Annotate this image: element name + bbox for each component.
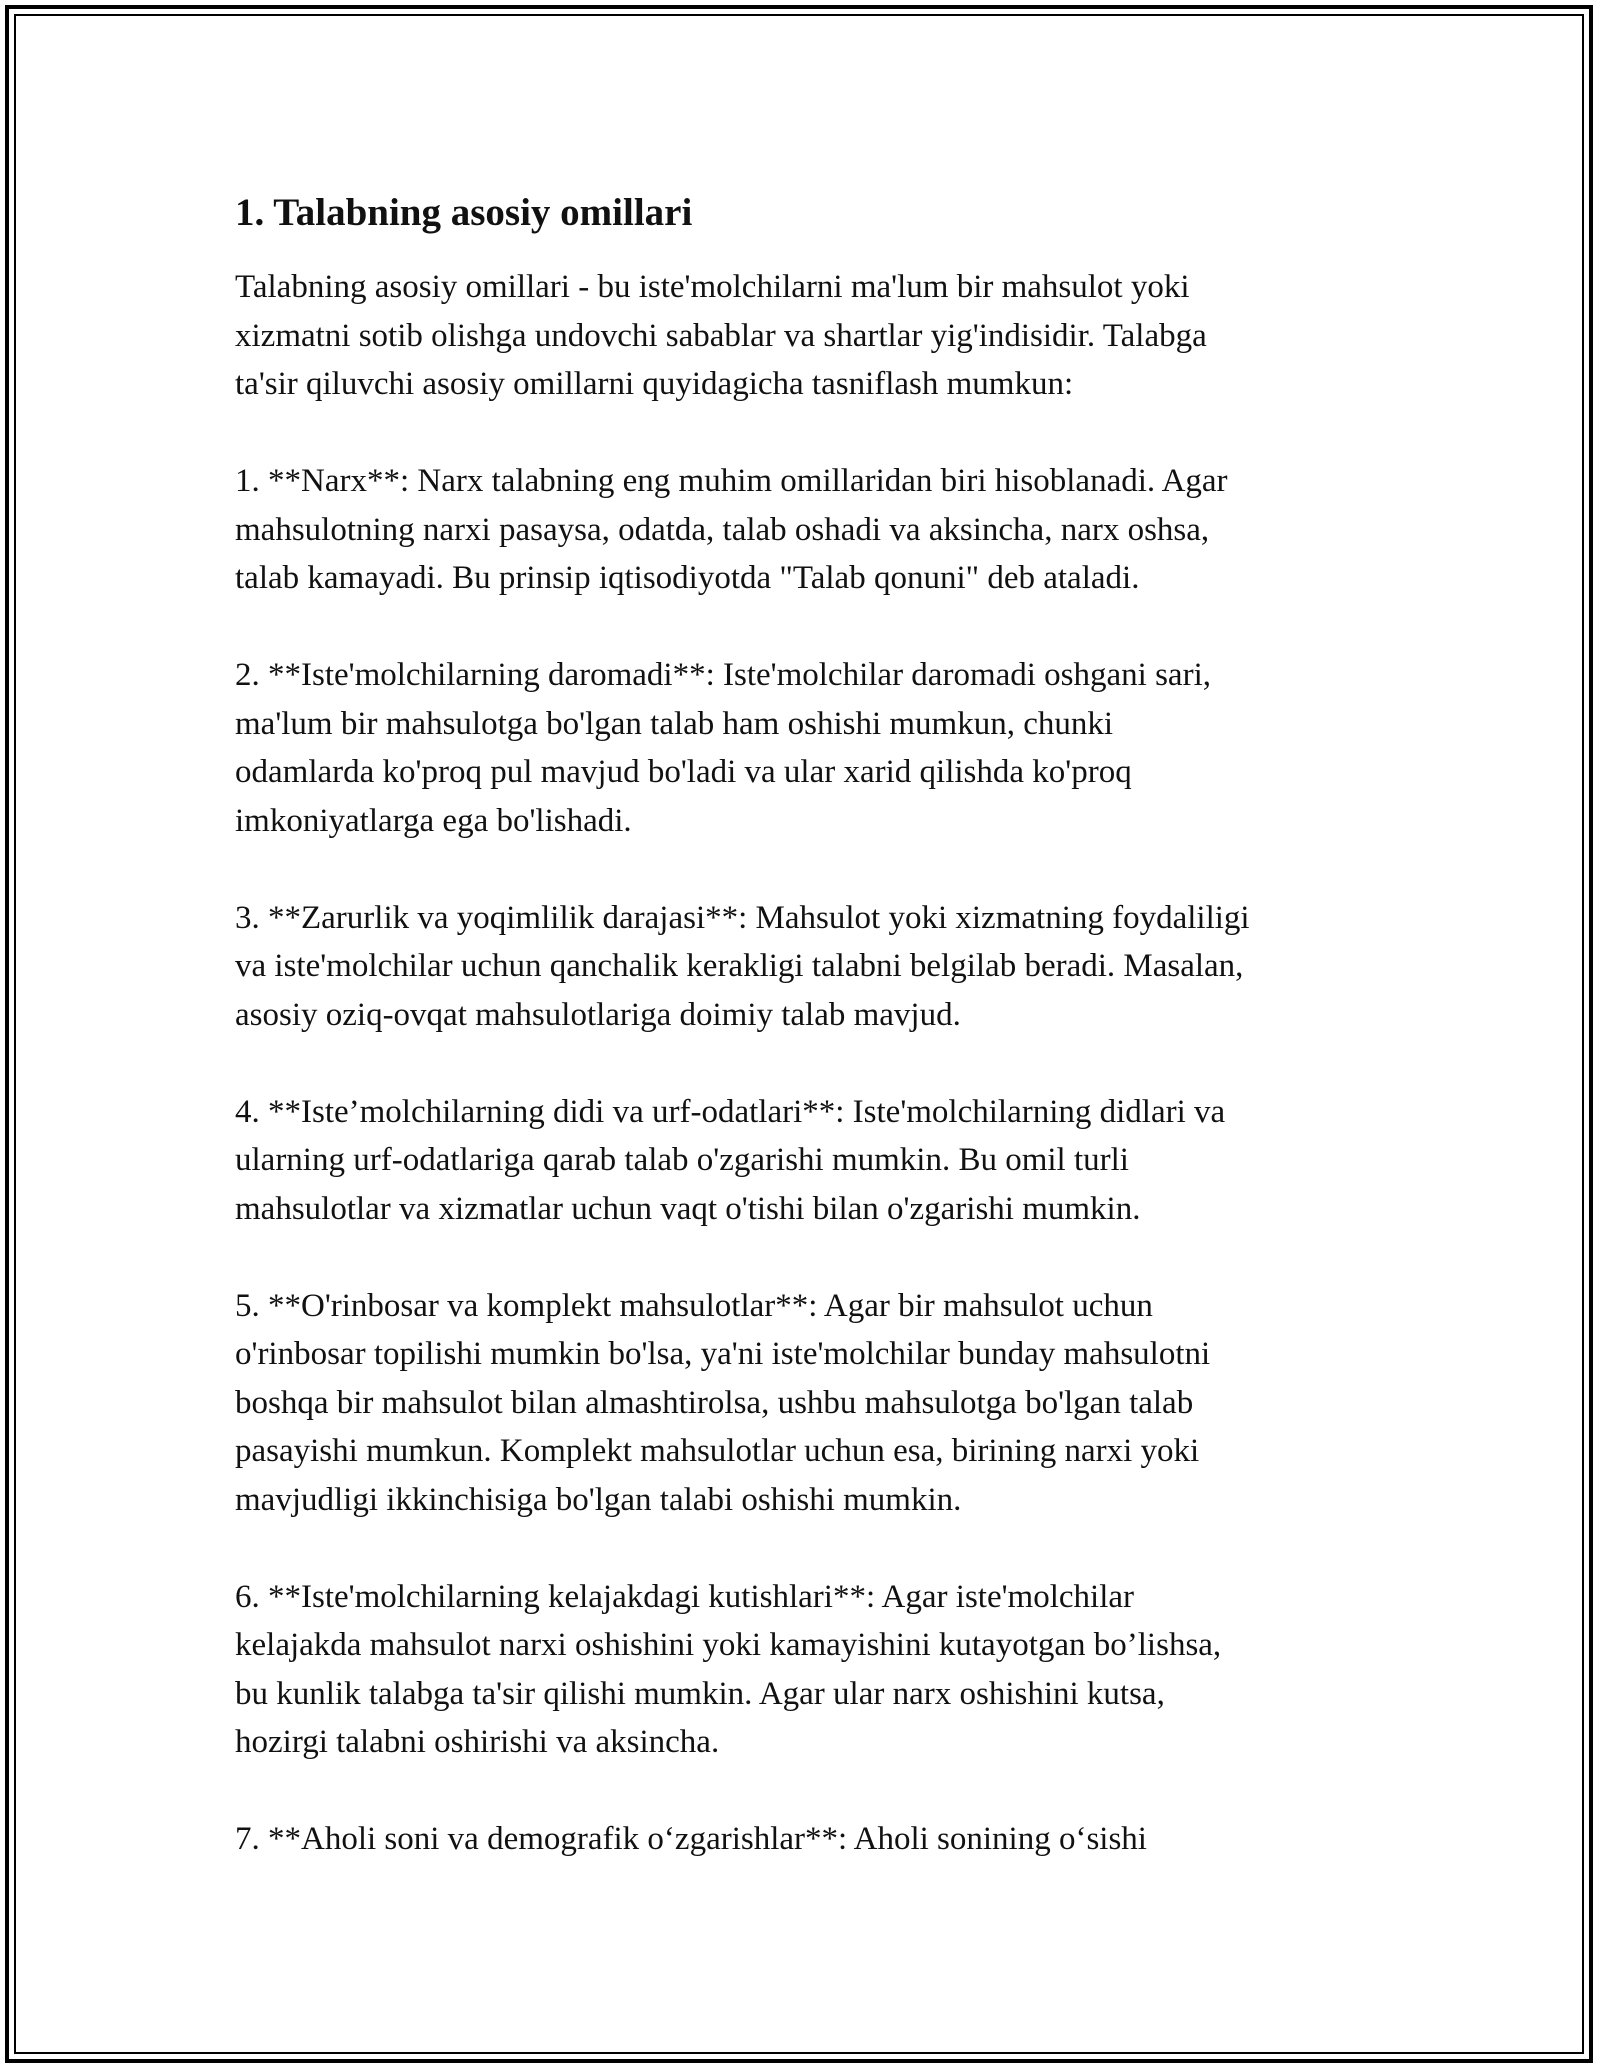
document-body [235,185,1385,1864]
factor-paragraph-substitutes: 5. **O'rinbosar va komplekt mahsulotlar**: Agar bir mahsulot uchun o'rinbosar topilishi mumkin bo'lsa, ya'ni iste'molchilar bunday mahsulotni boshqa bir mahsulot bilan almashtirolsa, ushbu mahsulotga bo'lgan talab pasayishi mumkun. Komplekt mahsulotlar uchun esa, birining narxi yoki mavjudligi ikkinchisiga bo'lgan talabi oshishi mumkin. [235,1287,1211,1518]
factor-paragraph-necessity: 3. **Zarurlik va yoqimlilik darajasi**: Mahsulot yoki xizmatning foydaliligi va iste'molchilar uchun qanchalik kerakligi talabni belgilab beradi. Masalan, asosiy oziq-ovqat mahsulotlariga doimiy talab mavjud. [235,899,1250,1033]
factor-paragraph-population: 7. **Aholi soni va demografik o‘zgarishlar**: Aholi sonining o‘sishi [235,1821,1147,1857]
factor-paragraph-expectations: 6. **Iste'molchilarning kelajakdagi kutishlari**: Agar iste'molchilar kelajakda mahsulot narxi oshishini yoki kamayishini kutayotgan bo’lishsa, bu kunlik talabga ta'sir qilishi mumkin. Agar ular narx oshishini kutsa, hozirgi talabni oshirishi va aksincha. [235,1578,1222,1760]
factor-paragraph-price: 1. **Narx**: Narx talabning eng muhim omillaridan biri hisoblanadi. Agar mahsulotning narxi pasaysa, odatda, talab oshadi va aksincha, narx oshsa, talab kamayadi. Bu prinsip iqtisodiyotda "Talab qonuni" deb ataladi. [235,463,1228,596]
intro-paragraph: Talabning asosiy omillari - bu iste'molchilarni ma'lum bir mahsulot yoki xizmatni sotib olishga undovchi sabablar va shartlar yig'indisidir. Talabga ta'sir qiluvchi asosiy omillarni quyidagicha tasniflash mumkun: [235,269,1207,402]
factor-paragraph-income: 2. **Iste'molchilarning daromadi**: Iste'molchilar daromadi oshgani sari, ma'lum bir mahsulotga bo'lgan talab ham oshishi mumkun, chunki odamlarda ko'proq pul mavjud bo'ladi va ular xarid qilishda ko'proq imkoniyatlarga ega bo'lishadi. [235,657,1211,839]
section-heading: 1. Talabning asosiy omillari [235,191,693,234]
factor-paragraph-tastes: 4. **Iste’molchilarning didi va urf-odatlari**: Iste'molchilarning didlari va ularning urf-odatlariga qarab talab o'zgarishi mumkin. Bu omil turli mahsulotlar va xizmatlar uchun vaqt o'tishi bilan o'zgarishi mumkin. [235,1093,1226,1227]
